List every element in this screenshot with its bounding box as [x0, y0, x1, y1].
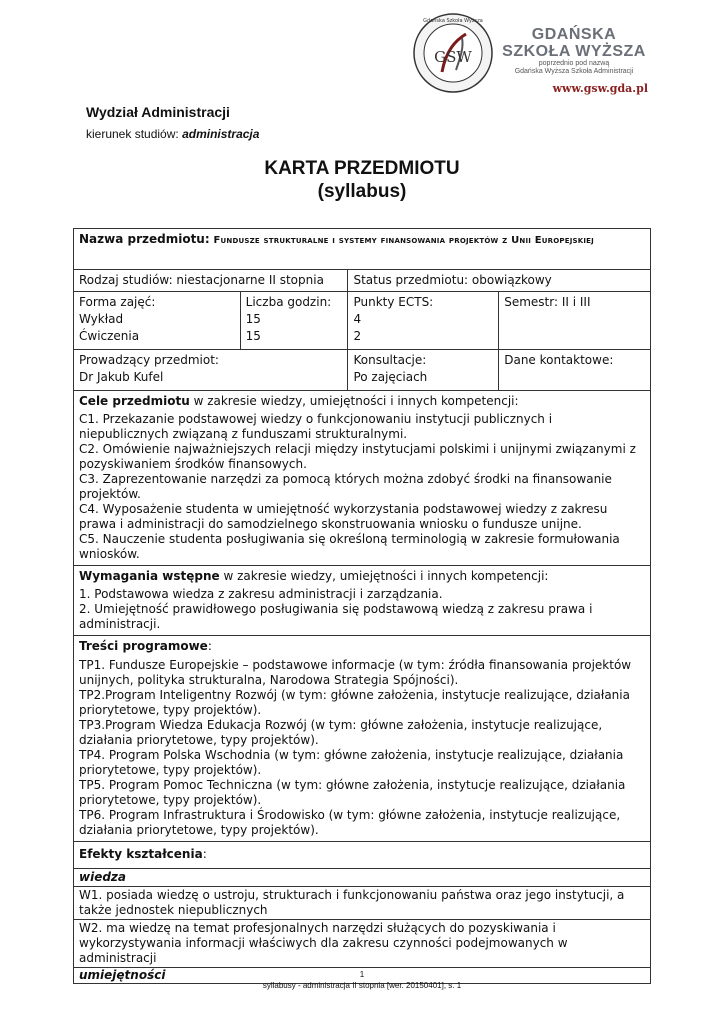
- seal-icon: [412, 12, 494, 94]
- outcomes-heading-bold: Efekty kształcenia: [79, 847, 203, 861]
- brand-url[interactable]: www.gsw.gda.pl: [552, 82, 648, 95]
- seal-letters: GSW: [434, 48, 472, 66]
- form-header: Forma zajęć:: [79, 295, 156, 309]
- consult-label: Konsultacje:: [353, 353, 427, 367]
- knowledge-label: wiedza: [74, 869, 651, 887]
- study-type: Rodzaj studiów: niestacjonarne II stopnia: [74, 270, 348, 292]
- requirements-row: [74, 566, 651, 636]
- ects-item: 4: [353, 312, 362, 326]
- knowledge-label-row: [74, 869, 651, 887]
- requirements-heading: [79, 569, 645, 584]
- title-line2: (syllabus): [317, 181, 407, 202]
- list-item: TP2.Program Inteligentny Rozwój (w tym: główne założenia, instytucje realizujące, działania priorytetowe, typy projektów).: [79, 688, 630, 717]
- field-of-study: [86, 127, 259, 141]
- contact-label: Dane kontaktowe:: [499, 350, 651, 391]
- course-name-label: Nazwa przedmiotu:: [79, 232, 210, 246]
- list-item: TP1. Fundusze Europejskie – podstawowe informacje (w tym: źródła finansowania projektów unijnych, polityka strukturalna, Narodowa Strategia Spójności).: [79, 658, 632, 687]
- program-row: [74, 636, 651, 842]
- list-item: C2. Omówienie najważniejszych relacji między instytucjami polskimi i unijnymi związanymi z pozyskiwaniem środków finansowych.: [79, 442, 636, 471]
- ects-item: 2: [353, 329, 362, 343]
- skills-label: umiejętności: [74, 968, 651, 984]
- list-item: C1. Przekazanie podstawowej wiedzy o funkcjonowaniu instytucji publicznych i niepublicznych związaną z funduszami strukturalnymi.: [79, 412, 553, 441]
- brand-block: [494, 26, 654, 95]
- semester: Semestr: II i III: [499, 292, 651, 350]
- form-item: Ćwiczenia: [79, 329, 140, 343]
- list-item: 1. Podstawowa wiedza z zakresu administracji i zarządzania.: [79, 587, 443, 601]
- list-item: C5. Nauczenie studenta posługiwania się określoną terminologią w zakresie formułowania wniosków.: [79, 532, 620, 561]
- page-number: 1: [359, 970, 365, 979]
- footer-text: syllabusy - administracja II stopnia [wer. 20150401], s. 1: [262, 981, 462, 990]
- goals-heading: [79, 394, 645, 409]
- outcomes-heading-rest: :: [202, 847, 207, 861]
- field-value: administracja: [182, 127, 260, 141]
- list-item: TP6. Program Infrastruktura i Środowisko (w tym: główne założenia, instytucje realizujące, działania priorytetowe, typy projektów).: [79, 808, 621, 837]
- goals-row: [74, 391, 651, 566]
- form-item: Wykład: [79, 312, 124, 326]
- outcome-w1: W1. posiada wiedzę o ustroju, strukturach i funkcjonowaniu państwa oraz jego instytucji, a także jednostek niepublicznych: [74, 887, 651, 920]
- school-logo: [412, 12, 652, 104]
- hours-item: 15: [245, 312, 261, 326]
- list-item: C4. Wyposażenie studenta w umiejętność wykorzystania podstawowej wiedzy z zakresu prawa i administracji do samodzielnego skonstruowania wniosku o fundusze unijne.: [79, 502, 608, 531]
- program-heading-rest: :: [207, 639, 212, 653]
- forms-row: [74, 292, 651, 350]
- title-line1: KARTA PRZEDMIOTU: [264, 158, 460, 179]
- study-type-row: [74, 270, 651, 292]
- program-heading: [79, 639, 645, 654]
- list-item: C3. Zaprezentowanie narzędzi za pomocą których można zdobyć środki na finansowanie projektów.: [79, 472, 612, 501]
- hours-header: Liczba godzin:: [245, 295, 332, 309]
- course-name-value: Fundusze strukturalne i systemy finansowania projektów z Unii Europejskiej: [213, 235, 594, 246]
- requirements-heading-rest: w zakresie wiedzy, umiejętności i innych kompetencji:: [219, 569, 549, 583]
- syllabus-table: [73, 228, 651, 984]
- hours-item: 15: [245, 329, 261, 343]
- seal-text: Gdańska Szkoła Wyższa: [423, 18, 483, 24]
- goals-heading-bold: Cele przedmiotu: [79, 394, 190, 408]
- outcome-w1-row: [74, 887, 651, 920]
- program-heading-bold: Treści programowe: [79, 639, 208, 653]
- lecturer-name: Dr Jakub Kufel: [79, 370, 164, 384]
- outcome-w2-row: [74, 920, 651, 968]
- field-label: kierunek studiów:: [86, 127, 179, 141]
- outcomes-heading-row: [74, 842, 651, 869]
- course-name-row: [74, 229, 651, 270]
- list-item: 2. Umiejętność prawidłowego posługiwania się podstawową wiedzą z zakresu prawa i administracji.: [79, 602, 593, 631]
- list-item: TP5. Program Pomoc Techniczna (w tym: główne założenia, instytucje realizujące, działania priorytetowe, typy projektów).: [79, 778, 626, 807]
- brand-sub-line1: poprzednio pod nazwą: [538, 60, 610, 67]
- brand-name-line2: SZKOŁA WYŻSZA: [502, 43, 646, 60]
- consult-value: Po zajęciach: [353, 370, 428, 384]
- page-title: [0, 157, 724, 203]
- lecturer-label: Prowadzący przedmiot:: [79, 353, 219, 367]
- list-item: TP4. Program Polska Wschodnia (w tym: główne założenia, instytucje realizujące, działania priorytetowe, typy projektów).: [79, 748, 624, 777]
- list-item: TP3.Program Wiedza Edukacja Rozwój (w tym: główne założenia, instytucje realizujące, działania priorytetowe, typy projektów).: [79, 718, 603, 747]
- outcome-w2: W2. ma wiedzę na temat profesjonalnych narzędzi służących do pozyskiwania i wykorzystywania informacji właściwych dla zakresu czynności podejmowanych w administracji: [74, 920, 651, 968]
- requirements-heading-bold: Wymagania wstępne: [79, 569, 220, 583]
- lecturer-row: [74, 350, 651, 391]
- goals-heading-rest: w zakresie wiedzy, umiejętności i innych kompetencji:: [189, 394, 519, 408]
- brand-sub-line2: Gdańska Wyższa Szkoła Administracji: [514, 68, 634, 75]
- course-status: Status przedmiotu: obowiązkowy: [348, 270, 651, 292]
- faculty-name: Wydział Administracji: [86, 104, 230, 120]
- brand-name-line1: GDAŃSKA: [531, 26, 617, 43]
- ects-header: Punkty ECTS:: [353, 295, 434, 309]
